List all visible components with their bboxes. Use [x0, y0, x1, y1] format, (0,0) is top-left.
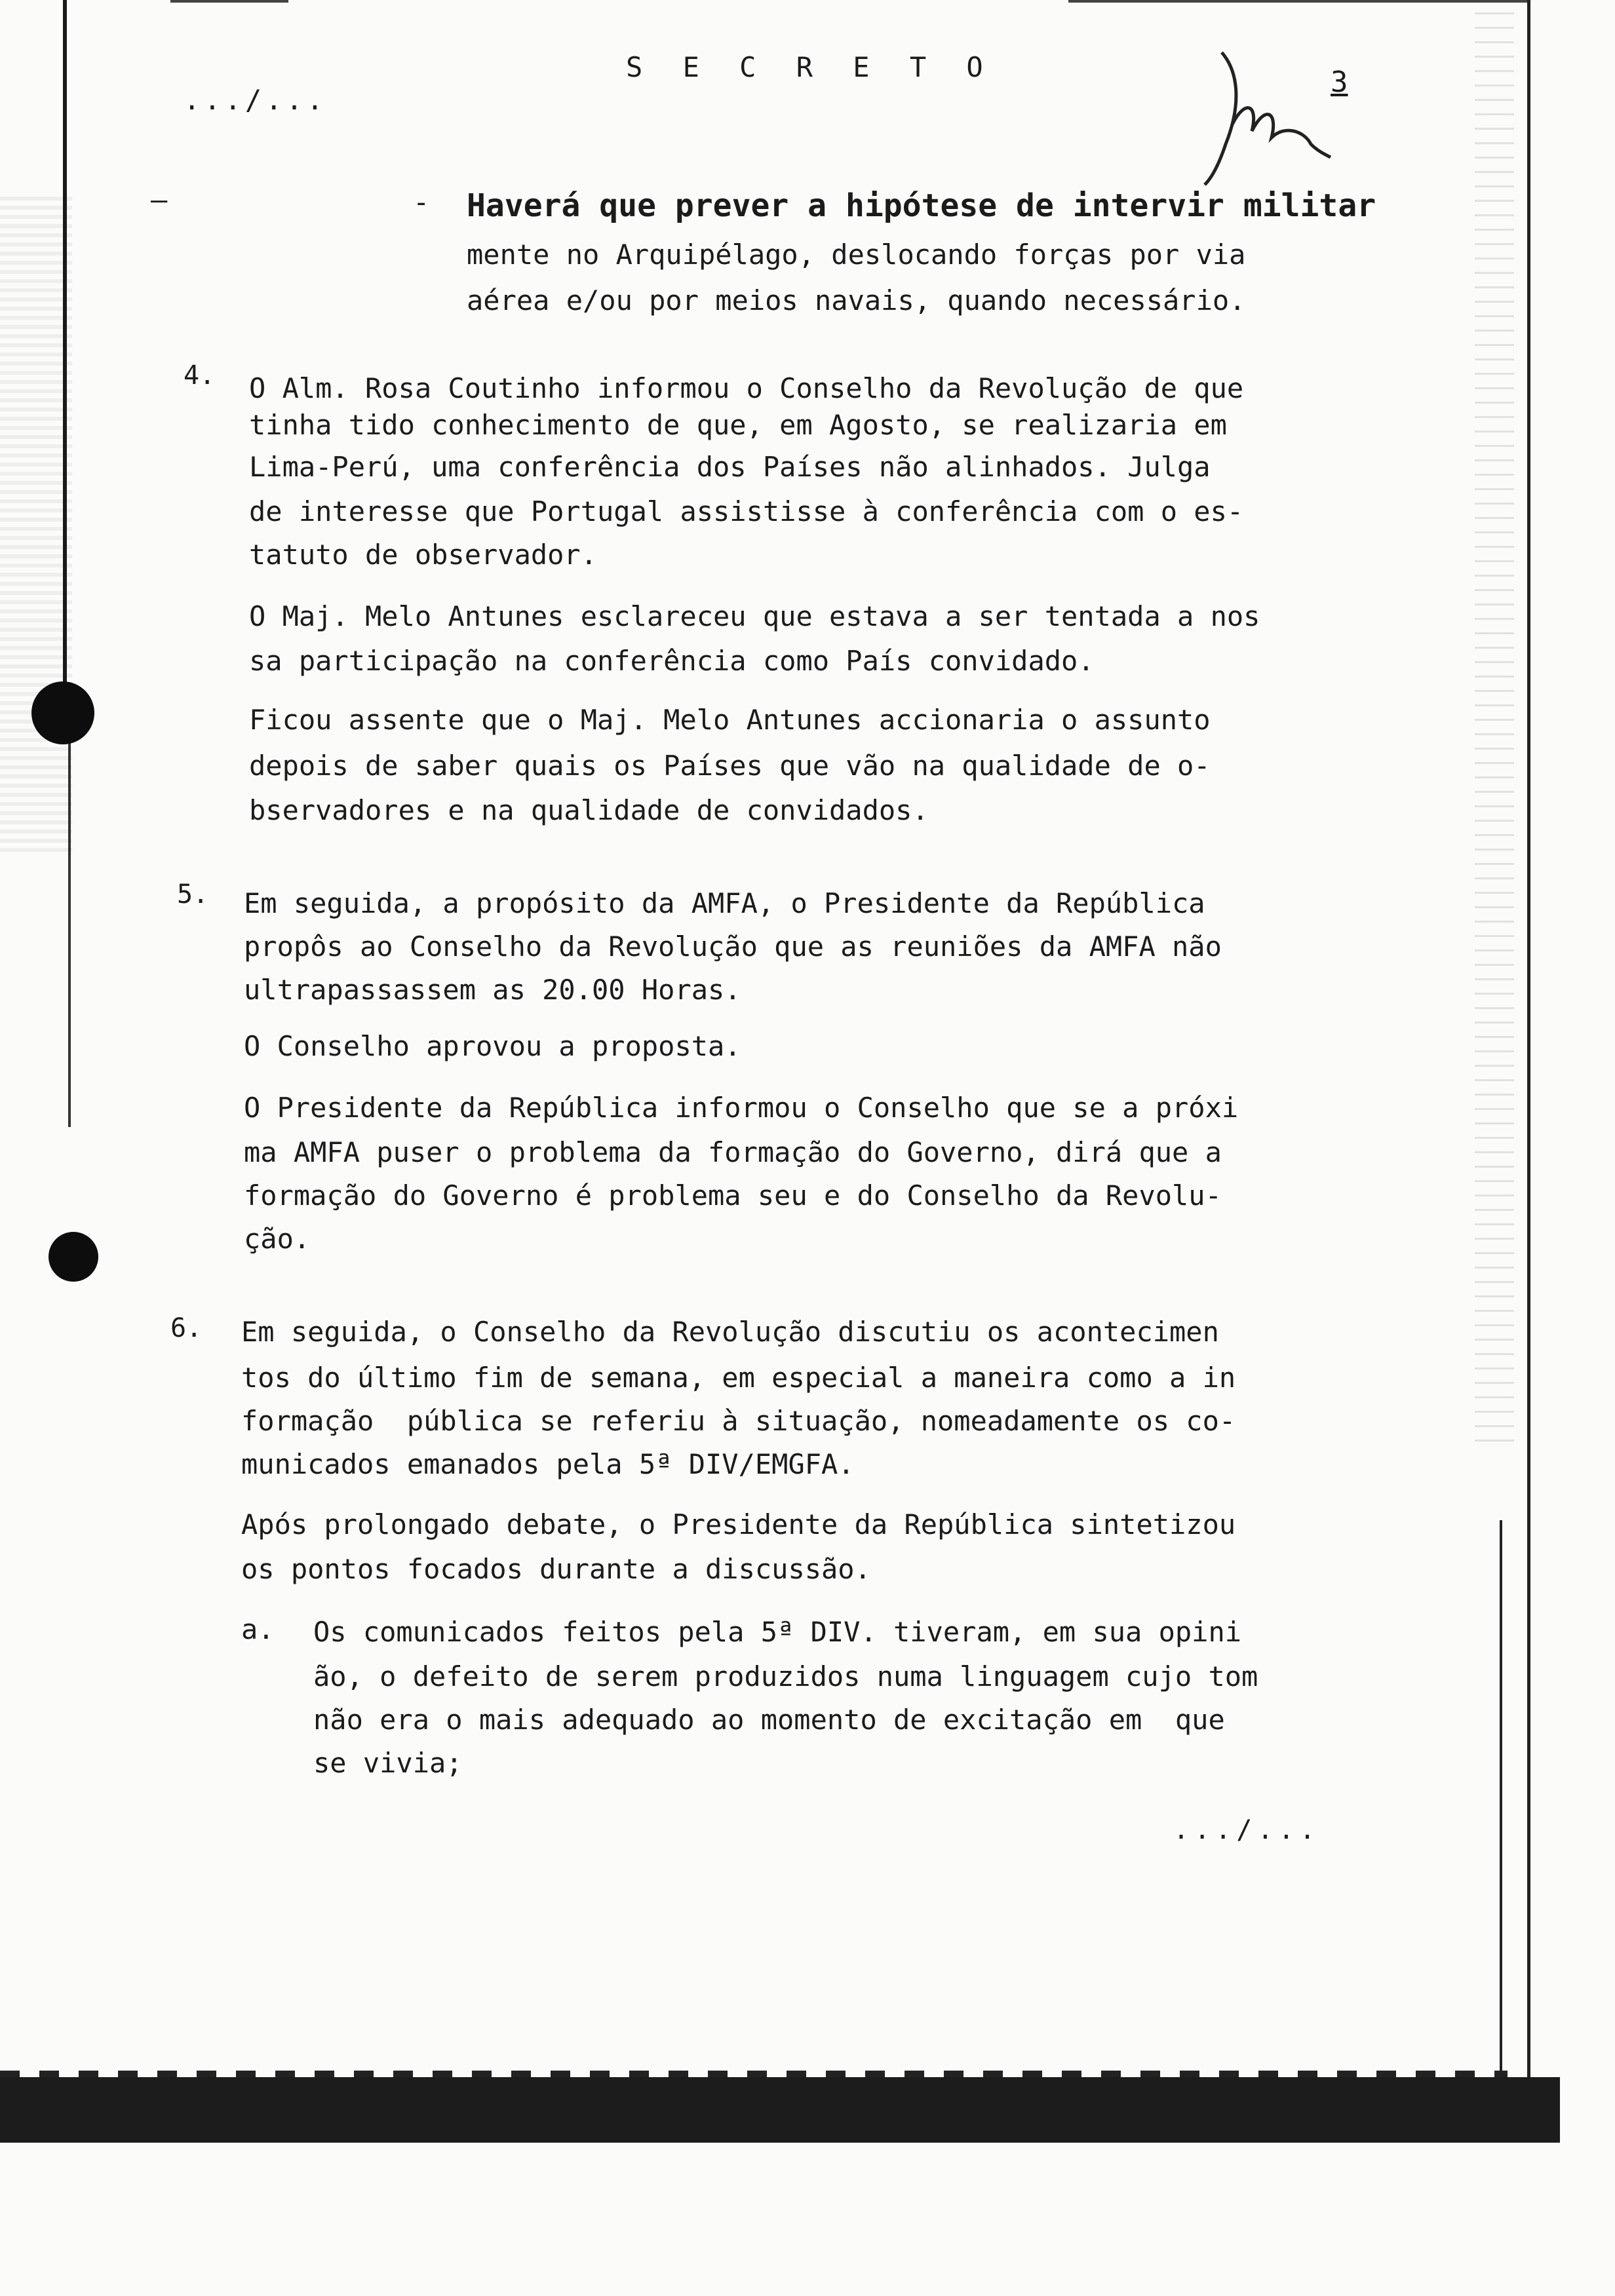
- item-number: 6.: [170, 1313, 203, 1343]
- text-line: ma AMFA puser o problema da formação do Governo, dirá que a: [244, 1136, 1222, 1168]
- item-number: 4.: [184, 360, 216, 391]
- text-line: Em seguida, a propósito da AMFA, o Presidente da República: [244, 887, 1205, 919]
- text-line: Haverá que prever a hipótese de intervir militar: [467, 187, 1376, 224]
- text-line: os pontos focados durante a discussão.: [241, 1553, 871, 1585]
- text-line: ção.: [244, 1223, 311, 1255]
- text-line: Os comunicados feitos pela 5ª DIV. tiveram, em sua opini: [313, 1616, 1242, 1648]
- text-line: depois de saber quais os Países que vão na qualidade de o-: [249, 750, 1211, 782]
- scan-noise-right: [1475, 0, 1514, 1442]
- text-line: O Alm. Rosa Coutinho informou o Conselho da Revolução de que: [249, 372, 1244, 404]
- text-line: O Presidente da República informou o Conselho que se a próxi: [244, 1092, 1239, 1124]
- text-line: Após prolongado debate, o Presidente da República sintetizou: [241, 1508, 1236, 1540]
- text-line: formação pública se referiu à situação, nomeadamente os co-: [241, 1405, 1236, 1437]
- text-line: O Conselho aprovou a proposta.: [244, 1030, 741, 1062]
- margin-dash: –: [151, 183, 168, 216]
- bullet-marker: -: [413, 186, 430, 218]
- text-line: se vivia;: [313, 1747, 463, 1779]
- text-line: Ficou assente que o Maj. Melo Antunes accionaria o assunto: [249, 704, 1211, 736]
- text-line: ultrapassassem as 20.00 Horas.: [244, 974, 741, 1006]
- text-line: Em seguida, o Conselho da Revolução discutiu os acontecimen: [241, 1316, 1219, 1348]
- text-line: aérea e/ou por meios navais, quando necessário.: [467, 284, 1246, 316]
- continuation-mark-top: .../...: [184, 84, 328, 116]
- item-number: 5.: [177, 879, 209, 909]
- text-line: propôs ao Conselho da Revolução que as reuniões da AMFA não: [244, 930, 1222, 963]
- text-line: municados emanados pela 5ª DIV/EMGFA.: [241, 1448, 855, 1480]
- text-line: tos do último fim de semana, em especial a maneira como a in: [241, 1362, 1236, 1394]
- text-line: mente no Arquipélago, deslocando forças por via: [467, 239, 1246, 271]
- page-number: 3: [1331, 66, 1348, 99]
- text-line: bservadores e na qualidade de convidados.: [249, 794, 929, 826]
- text-line: sa participação na conferência como País convidado.: [249, 645, 1095, 677]
- text-line: de interesse que Portugal assistisse à conferência com o es-: [249, 495, 1244, 527]
- text-line: O Maj. Melo Antunes esclareceu que estava a ser tentada a nos: [249, 600, 1260, 632]
- scan-noise-bottom-edge: [0, 2071, 1508, 2077]
- subitem-marker: a.: [241, 1613, 275, 1645]
- scan-edge-right: [1527, 0, 1530, 2097]
- text-line: Lima-Perú, uma conferência dos Países não alinhados. Julga: [249, 451, 1211, 483]
- scan-noise-left: [0, 197, 72, 852]
- continuation-mark-bottom: .../...: [1173, 1815, 1321, 1845]
- text-line: tatuto de observador.: [249, 539, 598, 571]
- scan-edge-top-right: [1068, 0, 1527, 3]
- punch-hole-upper: [31, 681, 94, 744]
- text-line: não era o mais adequado ao momento de excitação em que: [313, 1704, 1225, 1736]
- text-line: ão, o defeito de serem produzidos numa linguagem cujo tom: [313, 1660, 1258, 1693]
- punch-hole-lower: [49, 1232, 98, 1282]
- scan-band-bottom: [0, 2077, 1560, 2143]
- scan-edge-top: [170, 0, 288, 3]
- scan-edge-right-lower: [1500, 1520, 1502, 2110]
- text-line: tinha tido conhecimento de que, em Agosto, se realizaria em: [249, 409, 1227, 441]
- classification-label: S E C R E T O: [626, 51, 995, 83]
- text-line: formação do Governo é problema seu e do Conselho da Revolu-: [244, 1179, 1222, 1212]
